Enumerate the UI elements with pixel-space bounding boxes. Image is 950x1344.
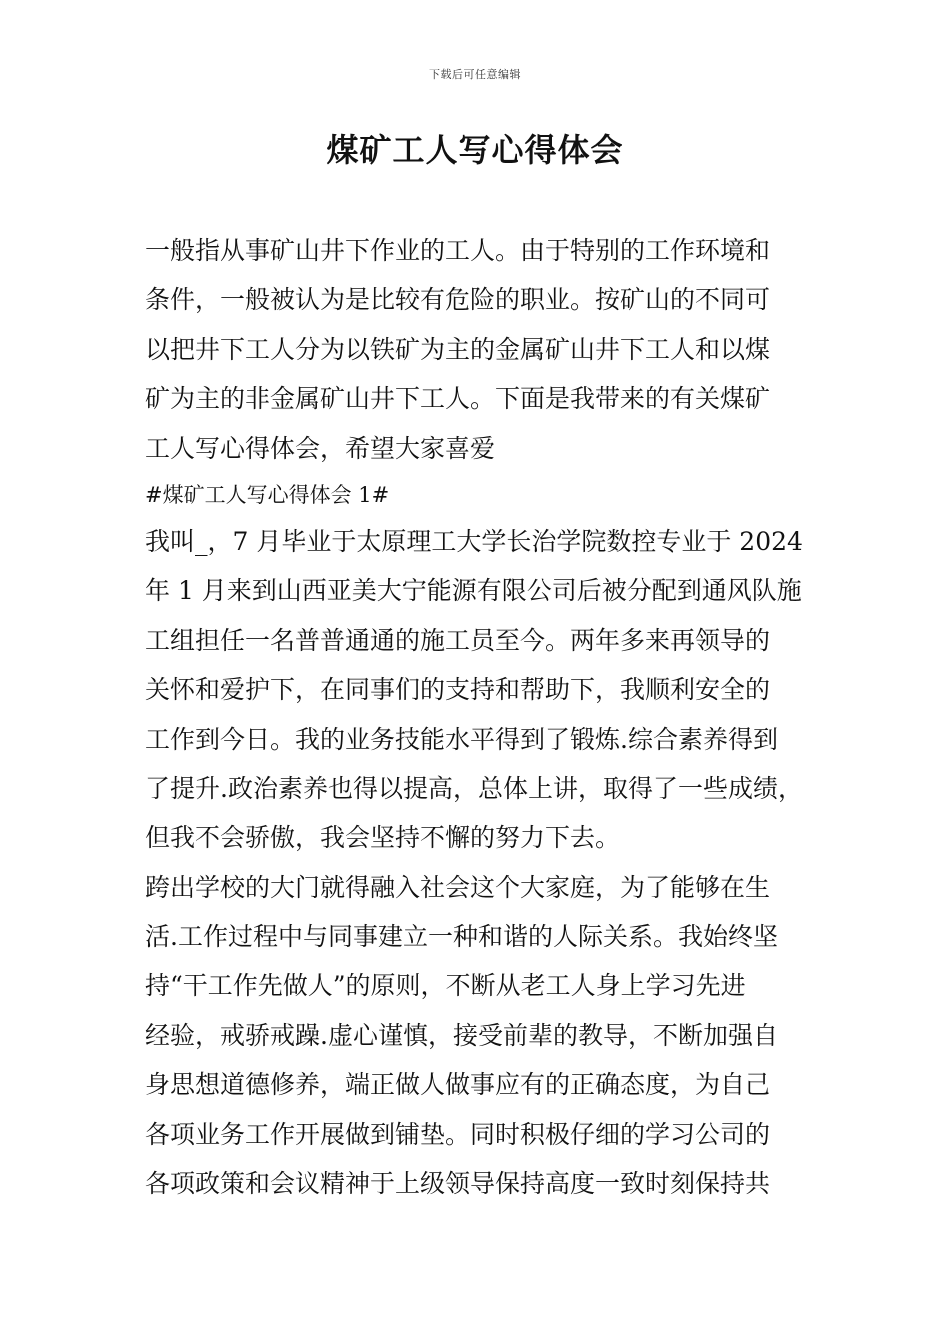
- text-line: 我叫_，7 月毕业于太原理工大学长治学院数控专业于 2024: [145, 526, 803, 556]
- text-line: 各项政策和会议精神于上级领导保持高度一致时刻保持共: [145, 1169, 771, 1199]
- text-line: 工人写心得体会，希望大家喜爱: [145, 433, 496, 463]
- text-line: 工组担任一名普普通通的施工员至今。两年多来再领导的: [145, 625, 771, 655]
- text-line: 年 1 月来到山西亚美大宁能源有限公司后被分配到通风队施: [145, 576, 802, 606]
- header-note: 下载后可任意编辑: [429, 68, 521, 81]
- document-title: 煤矿工人写心得体会: [326, 131, 624, 169]
- text-line: 以把井下工人分为以铁矿为主的金属矿山井下工人和以煤: [145, 334, 771, 364]
- text-line: 矿为主的非金属矿山井下工人。下面是我带来的有关煤矿: [145, 384, 771, 414]
- text-line: 了提升.政治素养也得以提高，总体上讲，取得了一些成绩，: [145, 773, 803, 803]
- text-line: 跨出学校的大门就得融入社会这个大家庭，为了能够在生: [145, 872, 771, 902]
- text-line: 一般指从事矿山井下作业的工人。由于特别的工作环境和: [145, 236, 771, 265]
- text-line: 经验，戒骄戒躁.虚心谨慎，接受前辈的教导，不断加强自: [145, 1020, 778, 1050]
- text-line: 活.工作过程中与同事建立一种和谐的人际关系。我始终坚: [145, 922, 778, 952]
- text-line: 持“干工作先做人”的原则，不断从老工人身上学习先进: [145, 971, 746, 1001]
- text-line: 关怀和爱护下，在同事们的支持和帮助下，我顺利安全的: [145, 675, 771, 705]
- document-body: [145, 226, 810, 1208]
- section-heading: #煤矿工人写心得体会 1#: [145, 482, 390, 507]
- text-line: 但我不会骄傲，我会坚持不懈的努力下去。: [145, 823, 621, 853]
- text-line: 各项业务工作开展做到铺垫。同时积极仔细的学习公司的: [145, 1119, 771, 1149]
- text-line: 身思想道德修养，端正做人做事应有的正确态度，为自己: [145, 1070, 771, 1100]
- text-line: 工作到今日。我的业务技能水平得到了锻炼.综合素养得到: [145, 724, 778, 754]
- text-line: 条件，一般被认为是比较有危险的职业。按矿山的不同可: [145, 285, 771, 315]
